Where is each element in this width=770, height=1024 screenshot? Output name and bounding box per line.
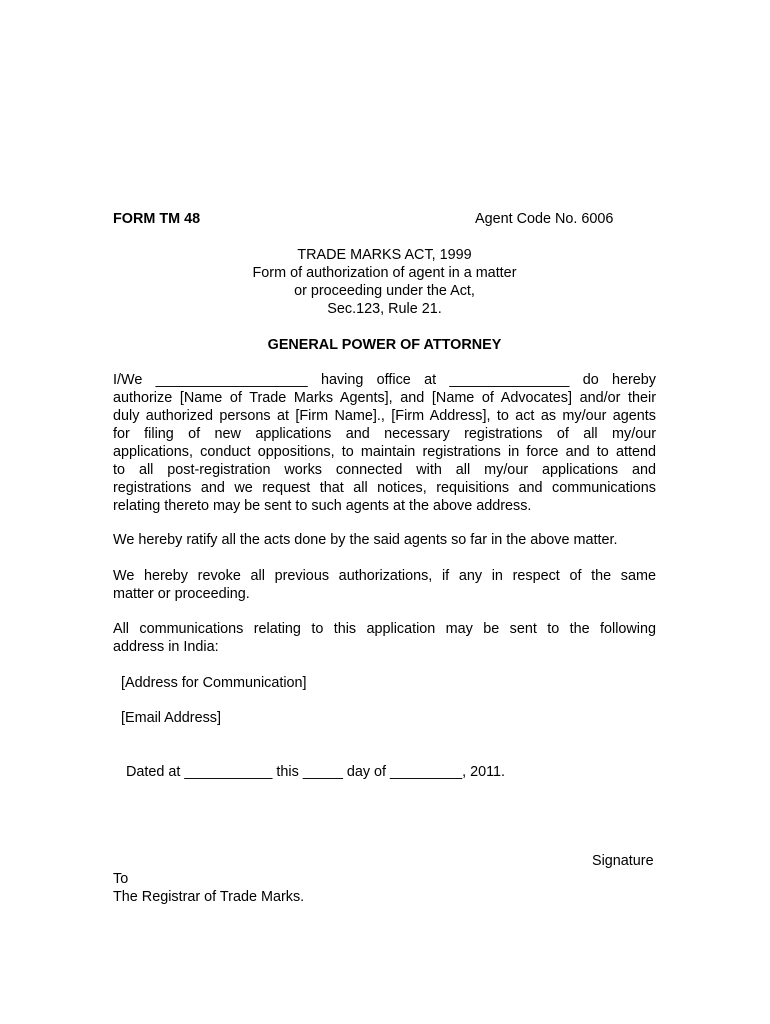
agent-code: Agent Code No. 6006 (475, 211, 614, 227)
paragraph-line: applications, conduct oppositions, to maintain registrations in force and to attend (113, 444, 656, 460)
paragraph-line: We hereby revoke all previous authorizations, if any in respect of the same (113, 568, 656, 584)
paragraph-line: duly authorized persons at [Firm Name]., [Firm Address], to act as my/our agents (113, 408, 656, 424)
paragraph-line: authorize [Name of Trade Marks Agents], and [Name of Advocates] and/or their (113, 390, 656, 406)
paragraph-line: relating thereto may be sent to such agents at the above address. (113, 498, 532, 514)
paragraph-line: for filing of new applications and necessary registrations of all my/our (113, 426, 656, 442)
ratify-paragraph: We hereby ratify all the acts done by the said agents so far in the above matter. (113, 532, 618, 548)
recipient-to: To (113, 871, 129, 887)
communications-paragraph (113, 620, 656, 656)
form-number: FORM TM 48 (113, 211, 201, 227)
act-title: TRADE MARKS ACT, 1999 (297, 247, 472, 263)
section-rule: Sec.123, Rule 21. (327, 301, 442, 317)
paragraph-line: to all post-registration works connected with all my/our applications and (113, 462, 656, 478)
revoke-paragraph (113, 567, 656, 603)
paragraph-line: I/We ___________________ having office at _______________ do hereby (113, 372, 656, 388)
paragraph-line: All communications relating to this application may be sent to the following (113, 621, 656, 637)
dated-line: Dated at ___________ this _____ day of _________, 2011. (126, 764, 506, 780)
form-description-line2: or proceeding under the Act, (294, 283, 475, 299)
email-placeholder: [Email Address] (121, 710, 221, 726)
paragraph-line: registrations and we request that all notices, requisitions and communications (113, 480, 656, 496)
authorization-paragraph (113, 371, 656, 515)
form-description-line1: Form of authorization of agent in a matter (252, 265, 517, 281)
paragraph-line: matter or proceeding. (113, 586, 250, 602)
signature-label: Signature (592, 853, 654, 869)
address-placeholder: [Address for Communication] (121, 675, 307, 691)
paragraph-line: address in India: (113, 639, 219, 655)
recipient-name: The Registrar of Trade Marks. (113, 889, 305, 905)
document-heading: GENERAL POWER OF ATTORNEY (267, 337, 502, 353)
